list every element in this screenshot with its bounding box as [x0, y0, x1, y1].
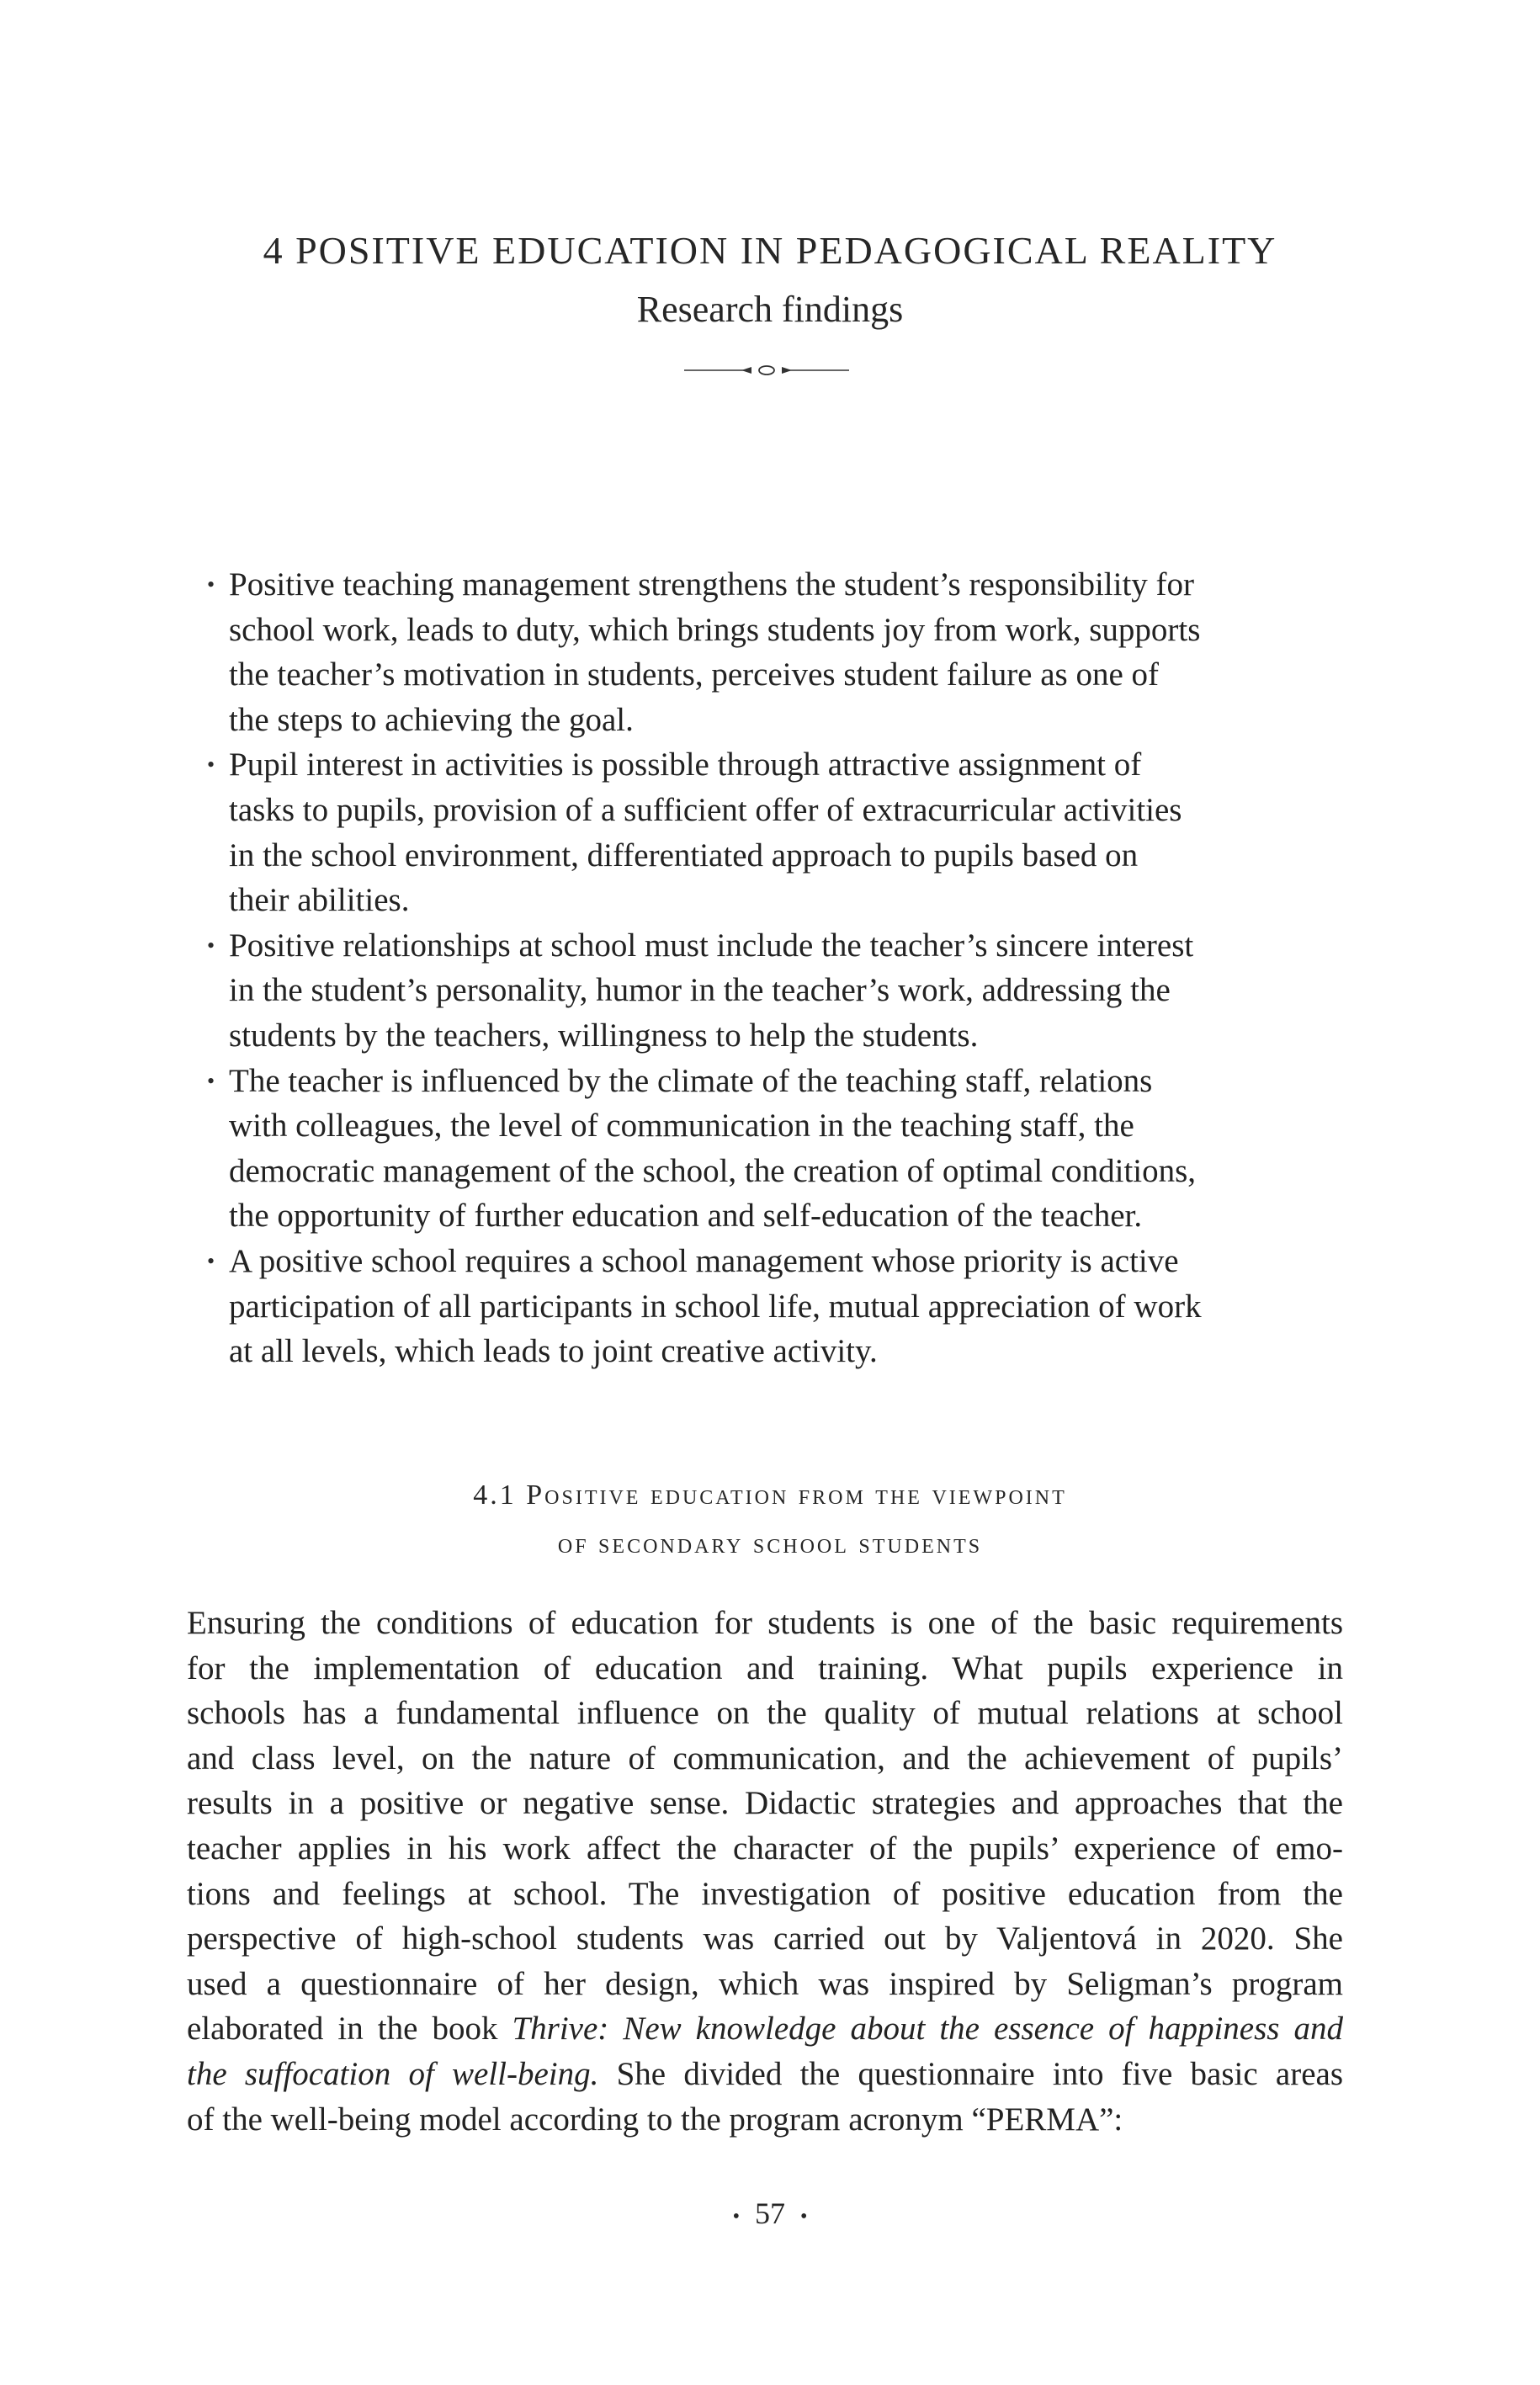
- list-item: [207, 1059, 1343, 1239]
- paragraph-line: of the well-being model according to the program acronym “PERMA”:: [187, 2101, 1123, 2138]
- footer-bullet-icon: •: [800, 2205, 808, 2228]
- paragraph-line: teacher applies in his work affect the character of the pupils’ experience of emo-: [187, 1830, 1343, 1867]
- list-item-text: Positive teaching management strengthens the student’s responsibility for school work, leads to duty, which brings students joy from work, supports the teacher’s motivation in students, perceives student failure as one of the steps to achieving the goal.: [229, 566, 1201, 738]
- paragraph-line: [187, 2006, 1343, 2052]
- ornament-divider-icon: [684, 360, 849, 380]
- bullet-icon: •: [207, 572, 215, 597]
- paragraph-line: perspective of high-school students was carried out by Valjentová in 2020. She: [187, 1920, 1343, 1957]
- body-paragraph: [187, 1601, 1343, 2142]
- list-item-text: Pupil interest in activities is possible through attractive assignment of tasks to pupils, provision of a sufficient offer of extracurricular activities in the school environment, differentiated approach to pupils based on their abilities.: [229, 746, 1182, 919]
- bullet-icon: •: [207, 752, 215, 778]
- paragraph-line: used a questionnaire of her design, which was inspired by Seligman’s program: [187, 1965, 1343, 2002]
- page-number: 57: [755, 2196, 785, 2230]
- chapter-subtitle: Research findings: [636, 289, 904, 330]
- bullet-icon: •: [207, 932, 215, 958]
- section-heading-line: 4.1 Positive education from the viewpoint: [473, 1479, 1067, 1511]
- paragraph-text: elaborated in the book: [187, 2011, 512, 2048]
- footer-bullet-icon: •: [732, 2205, 740, 2228]
- paragraph-line: for the implementation of education and training. What pupils experience in: [187, 1649, 1343, 1686]
- paragraph-line: schools has a fundamental influence on the quality of mutual relations at school: [187, 1695, 1343, 1732]
- paragraph-text: She divided the questionnaire into five basic areas: [598, 2055, 1344, 2092]
- book-title-italic: Thrive: New knowledge about the essence of happiness and: [512, 2011, 1343, 2048]
- book-title-italic: the suffocation of well-being.: [187, 2055, 599, 2092]
- paragraph-line: [187, 2052, 1343, 2097]
- findings-list: [207, 562, 1343, 1374]
- list-item-text: The teacher is influenced by the climate of the teaching staff, relations with colleagues, the level of communication in the teaching staff, the democratic management of the school, the creation of optimal conditions, the opportunity of further education and self-education of the teacher.: [229, 1062, 1197, 1235]
- section-heading-line: of secondary school students: [557, 1528, 983, 1559]
- list-item: [207, 923, 1343, 1059]
- page-footer: [0, 2193, 1540, 2237]
- list-item: [207, 742, 1343, 922]
- paragraph-line: tions and feelings at school. The investigation of positive education from the: [187, 1875, 1343, 1912]
- paragraph-line: results in a positive or negative sense. Didactic strategies and approaches that the: [187, 1785, 1343, 1822]
- bullet-icon: •: [207, 1248, 215, 1273]
- list-item: [207, 1239, 1343, 1374]
- list-item: [207, 562, 1343, 742]
- bullet-icon: •: [207, 1068, 215, 1093]
- paragraph-line: Ensuring the conditions of education for students is one of the basic requirements: [187, 1605, 1343, 1641]
- list-item-text: Positive relationships at school must include the teacher’s sincere interest in the student’s personality, humor in the teacher’s work, addressing the students by the teachers, willingness to help the students.: [229, 927, 1194, 1054]
- chapter-title: 4 POSITIVE EDUCATION IN PEDAGOGICAL REALITY: [263, 229, 1277, 272]
- section-heading: [0, 1471, 1540, 1569]
- paragraph-line: and class level, on the nature of communication, and the achievement of pupils’: [187, 1740, 1343, 1777]
- list-item-text: A positive school requires a school management whose priority is active participation of all participants in school life, mutual appreciation of work at all levels, which leads to joint creative activity.: [229, 1242, 1202, 1370]
